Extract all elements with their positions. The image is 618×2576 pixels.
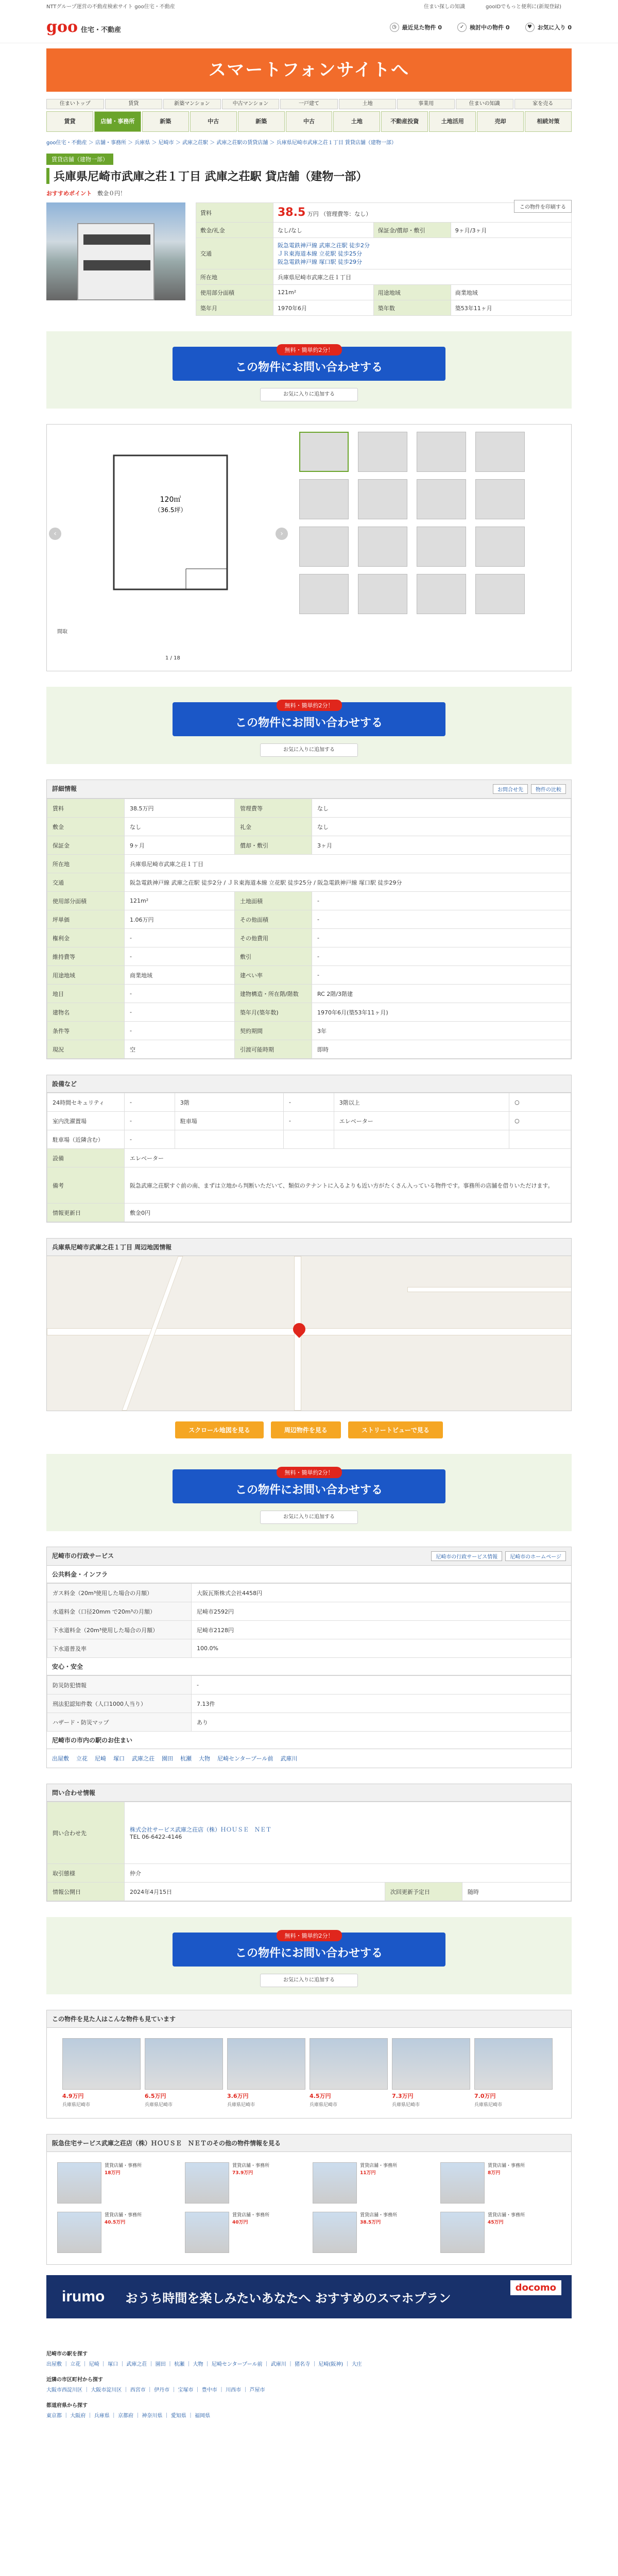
- nav-tab[interactable]: 賃貸: [105, 99, 163, 109]
- next-arrow-icon[interactable]: ›: [276, 528, 288, 540]
- page-title: 兵庫県尼崎市武庫之荘１丁目 武庫之荘駅 貸店舗（建物一部）: [46, 168, 572, 184]
- breadcrumb[interactable]: goo住宅・不動産 ＞ 店舗・事務所 ＞ 兵庫県 ＞ 尼崎市 ＞ 武庫之荘駅 ＞ 武庫之荘駅の賃貸店舗 ＞ 兵庫県尼崎市武庫之荘１丁目 賃貸店舗（建物一部）: [46, 140, 397, 146]
- station-link[interactable]: 大物: [199, 1755, 210, 1762]
- prev-arrow-icon[interactable]: ‹: [49, 528, 61, 540]
- service-row: 下水道料金（20m³使用した場合の月額） 尼崎市2128円: [47, 1621, 571, 1639]
- nav-tab[interactable]: 土地: [339, 99, 397, 109]
- nav-tab[interactable]: 中古マンション: [222, 99, 280, 109]
- header: [0, 11, 618, 43]
- cta-box-3: [46, 1454, 572, 1531]
- service-row: 水道料金（口径20mm で20m³の月額） 尼崎市2592円: [47, 1602, 571, 1621]
- gallery-thumbnail[interactable]: [358, 527, 407, 567]
- equipment-section: 設備など 24時間セキュリティ - 3階 - 3階以上 ○ 室内洗濯置場 - 駐車場 - エレベーター ○ 駐車場（近隣含む） - 設備 エレベーター 備考 阪急武庫之荘駅すぐ前の南、まずは立地から判断いただいて、類似のテナントに入るよりも近い方がたくさん入っている物件です。事務所の店舗を借りいただけます。 情報更新日 敷金0円: [46, 1075, 572, 1223]
- category-tab[interactable]: 売却: [477, 111, 524, 132]
- station-link[interactable]: 塚口: [113, 1755, 125, 1762]
- detail-row: 権利金 - その他費用 -: [47, 929, 571, 947]
- detail-row: 使用部分面積 121m² 土地面積 -: [47, 892, 571, 910]
- station-link[interactable]: 武庫川: [280, 1755, 298, 1762]
- detail-section: 詳細情報 お問合せ先 物件の比較 賃料 38.5万円 管理費等 なし 敷金 なし 礼金 なし 保証金 9ヶ月 償却・敷引 3ヶ月 所在地 兵庫県尼崎市武庫之荘１丁目 交通 阪急電鉄神戸線 武庫之荘駅 徒歩2分 / ＪＲ東海道本線 立花駅 徒歩25分 / 阪急電鉄神戸線 塚口駅 徒歩29分 使用部分面積 121m² 土地面積 - 坪単価 1.06万円 その他面積 - 権利金 - その他費用 - 維持費等 - 敷引 - 用途地域 商業地域 建ぺい率 - 地目 - 建物構造・所在階/階数 RC 2階/3階建 建物名 - 築年月(築年数) 1970年6月(築53年11ヶ月) 条件等 - 契約期間 3年 現況 空 引渡可能時期 即時: [46, 779, 572, 1059]
- irumo-ad[interactable]: irumo おうち時間を楽しみたいあなたへ おすすめのスマホプラン docomo: [46, 2275, 572, 2318]
- gallery-thumbnail[interactable]: [475, 527, 525, 567]
- station-link[interactable]: 杭瀬: [180, 1755, 192, 1762]
- map-buttons: [46, 1421, 572, 1438]
- check-icon: ✓: [457, 23, 467, 32]
- primary-nav: [46, 99, 572, 109]
- nearby-button[interactable]: 周辺物件を見る: [271, 1421, 341, 1438]
- gallery-thumbnail[interactable]: [475, 574, 525, 614]
- station-link[interactable]: 尼崎: [95, 1755, 106, 1762]
- footer-links: 尼崎市の駅を探す 出屋敷 ｜ 立花 ｜ 尼崎 ｜ 塚口 ｜ 武庫之荘 ｜ 園田 ｜ 杭瀬 ｜ 大物 ｜ 尼崎センタープール前 ｜ 武庫川 ｜ 猪名寺 ｜ 尼崎(阪神) ｜ 大庄 近隣の市区町村から探す 大阪市西淀川区 ｜ 大阪市淀川区 ｜ 西宮市 ｜ 伊丹市 ｜ 宝塚市 ｜ 豊中市 ｜ 川西市 ｜ 芦屋市 都道府県から探す 東京都 ｜ 大阪府 ｜ 兵庫県 ｜ 京都府 ｜ 神奈川県 ｜ 愛知県 ｜ 福岡県: [46, 2349, 572, 2421]
- listing-photo: [227, 2038, 305, 2090]
- service-row: ハザード・防災マップ あり: [47, 1713, 571, 1732]
- goo-logo[interactable]: goo 住宅・不動産: [46, 18, 122, 36]
- gallery-thumbnail[interactable]: [299, 432, 349, 472]
- listing-photo: [57, 2212, 101, 2253]
- listing-photo: [185, 2162, 229, 2204]
- topbar-text: NTTグループ運営の不動産検索サイト goo住宅・不動産: [46, 4, 175, 10]
- add-favorite-button[interactable]: お気に入りに追加する: [260, 1511, 358, 1524]
- gallery-thumbnail[interactable]: [299, 574, 349, 614]
- service-row: 刑法犯認知件数（人口1000人当り） 7.13件: [47, 1694, 571, 1713]
- inquiry-button[interactable]: 無料・簡単約2分！ この物件にお問い合わせする: [173, 1933, 445, 1967]
- knowledge-link[interactable]: 住まい探しの知識: [423, 4, 465, 10]
- considering-button[interactable]: ✓ 検討中の物件 0: [457, 23, 509, 32]
- category-nav: [46, 111, 572, 132]
- recommend-point: おすすめポイント 敷金０円！: [46, 190, 126, 197]
- gallery-thumbnail[interactable]: [358, 479, 407, 519]
- summary: [46, 202, 572, 316]
- nav-tab[interactable]: 家を売る: [514, 99, 572, 109]
- service-row: 防災防犯情報 -: [47, 1676, 571, 1694]
- other-listing-card[interactable]: 賃貸店舗・事務所 18万円: [57, 2162, 178, 2205]
- recommend-card[interactable]: 4.5万円 兵庫県尼崎市: [310, 2038, 388, 2108]
- category-tab[interactable]: 中古: [190, 111, 237, 132]
- gallery-thumbnail[interactable]: [417, 527, 466, 567]
- prefecture-links[interactable]: 東京都 ｜ 大阪府 ｜ 兵庫県 ｜ 京都府 ｜ 神奈川県 ｜ 愛知県 ｜ 福岡県: [46, 2413, 211, 2419]
- clock-icon: ◷: [390, 23, 399, 32]
- other-listing-card[interactable]: 賃貸店舗・事務所 11万円: [313, 2162, 433, 2205]
- station-link[interactable]: 園田: [162, 1755, 173, 1762]
- listing-photo: [185, 2212, 229, 2253]
- detail-row: 坪単価 1.06万円 その他面積 -: [47, 910, 571, 929]
- listing-photo: [313, 2162, 357, 2204]
- recommend-card[interactable]: 7.3万円 兵庫県尼崎市: [392, 2038, 470, 2108]
- cta-box-2: [46, 687, 572, 764]
- detail-row: 維持費等 - 敷引 -: [47, 947, 571, 966]
- category-tab[interactable]: 新築: [238, 111, 285, 132]
- detail-row: 保証金 9ヶ月 償却・敷引 3ヶ月: [47, 836, 571, 855]
- map-section: 兵庫県尼崎市武庫之荘１丁目 周辺地図情報: [46, 1238, 572, 1411]
- svg-text:120㎡: 120㎡: [160, 496, 181, 504]
- nav-tab[interactable]: 一戸建て: [280, 99, 338, 109]
- category-tab[interactable]: 賃貸: [46, 111, 93, 132]
- floorplan-image[interactable]: [57, 435, 279, 635]
- listing-photo: [440, 2212, 485, 2253]
- other-listing-card[interactable]: 賃貸店舗・事務所 8万円: [440, 2162, 561, 2205]
- favorites-button[interactable]: ♥ お気に入り 0: [525, 23, 572, 32]
- add-favorite-button[interactable]: お気に入りに追加する: [260, 1974, 358, 1987]
- recommend-card[interactable]: 7.0万円 兵庫県尼崎市: [474, 2038, 553, 2108]
- category-tab[interactable]: 中古: [286, 111, 333, 132]
- inquiry-button[interactable]: 無料・簡単約2分！ この物件にお問い合わせする: [173, 702, 445, 736]
- listing-photo: [313, 2212, 357, 2253]
- other-listing-card[interactable]: 賃貸店舗・事務所 38.5万円: [313, 2212, 433, 2254]
- recommend-card[interactable]: 6.5万円 兵庫県尼崎市: [145, 2038, 223, 2108]
- other-listing-card[interactable]: 賃貸店舗・事務所 73.9万円: [185, 2162, 305, 2205]
- detail-row: 地目 - 建物構造・所在階/階数 RC 2階/3階建: [47, 985, 571, 1003]
- compare-link[interactable]: 物件の比較: [531, 784, 566, 794]
- nearby-city-links[interactable]: 大阪市西淀川区 ｜ 大阪市淀川区 ｜ 西宮市 ｜ 伊丹市 ｜ 宝塚市 ｜ 豊中市 ｜ 川西市 ｜ 芦屋市: [46, 2387, 265, 2393]
- nav-tab[interactable]: 住まいの知識: [456, 99, 513, 109]
- detail-row: 用途地域 商業地域 建ぺい率 -: [47, 966, 571, 985]
- nav-tab[interactable]: 住まいトップ: [46, 99, 104, 109]
- detail-row: 条件等 - 契約期間 3年: [47, 1022, 571, 1040]
- gallery-thumbnail[interactable]: [299, 479, 349, 519]
- other-listing-card[interactable]: 賃貸店舗・事務所 40.5万円: [57, 2212, 178, 2254]
- listing-photo: [57, 2162, 101, 2204]
- summary-table: 賃料 38.5 万円 （管理費等：なし） 敷金/礼金 なし/なし 保証金/償却・敷引 9ヶ月/3ヶ月 交通 阪急電鉄神戸線 武庫之荘駅 徒歩2分 ＪＲ東海道本線 立花駅 徒歩25分 阪急電鉄神戸線 塚口駅 徒歩29分 所在地 兵庫県尼崎市武庫之荘１丁目 使用部分面積 121m² 用途地域 商業地域 築年月 1970年6月 築年数 築53年11ヶ月: [196, 202, 572, 316]
- inquiry-button[interactable]: 無料・簡単約2分！ この物件にお問い合わせする: [173, 1469, 445, 1503]
- category-tab[interactable]: 土地: [333, 111, 380, 132]
- type-chip: 賃貸店舗（建物一部）: [46, 154, 113, 165]
- other-listings-section: 阪急住宅サービス武庫之荘店（株）ＨＯＵＳＥ ＮＥＴのその他の物件情報を見る 賃貸店舗・事務所 18万円 賃貸店舗・事務所 73.9万円 賃貸店舗・事務所 11万円 賃貸店舗・事務所 8万円 賃貸店舗・事務所 40.5万円 賃貸店舗・事務所 40万円 賃貸店舗・事務所 38.5万円 賃貸店舗・事務所 45万円: [46, 2134, 572, 2265]
- other-listing-card[interactable]: 賃貸店舗・事務所 40万円: [185, 2212, 305, 2254]
- gallery-thumbnail[interactable]: [417, 479, 466, 519]
- station-link[interactable]: 出屋敷: [52, 1755, 69, 1762]
- topbar: [0, 0, 618, 11]
- listing-photo: [62, 2038, 141, 2090]
- print-button[interactable]: この物件を印刷する: [514, 200, 572, 213]
- contact-section: 問い合わせ情報 問い合わせ先 株式会社サービス武庫之荘店（株）ＨＯＵＳＥ ＮＥＴ TEL 06-6422-4146 取引態様 仲介 情報公開日 2024年4月15日 次回更新予定日 随時: [46, 1784, 572, 1902]
- nav-tab[interactable]: 新築マンション: [163, 99, 221, 109]
- smartphone-banner[interactable]: スマートフォンサイトへ: [46, 48, 572, 92]
- station-link[interactable]: 立花: [76, 1755, 88, 1762]
- gallery-thumbnail[interactable]: [358, 574, 407, 614]
- recommend-section: この物件を見た人はこんな物件も見ています 4.9万円 兵庫県尼崎市 6.5万円 兵庫県尼崎市 3.6万円 兵庫県尼崎市 4.5万円 兵庫県尼崎市 7.3万円 兵庫県尼崎市 7.0万円 兵庫県尼崎市: [46, 2010, 572, 2119]
- recommend-card[interactable]: 4.9万円 兵庫県尼崎市: [62, 2038, 141, 2108]
- gallery-thumbnail[interactable]: [299, 527, 349, 567]
- detail-row: 現況 空 引渡可能時期 即時: [47, 1040, 571, 1059]
- image-caption: 間取: [57, 629, 67, 635]
- listing-photo: [440, 2162, 485, 2204]
- gallery-thumbnail[interactable]: [475, 479, 525, 519]
- image-counter: 1 / 18: [165, 655, 180, 661]
- detail-row: 交通 阪急電鉄神戸線 武庫之荘駅 徒歩2分 / ＪＲ東海道本線 立花駅 徒歩25分 / 阪急電鉄神戸線 塚口駅 徒歩29分: [47, 873, 571, 892]
- listing-photo: [392, 2038, 470, 2090]
- detail-row: 所在地 兵庫県尼崎市武庫之荘１丁目: [47, 855, 571, 873]
- service-section: 尼崎市の行政サービス 尼崎市の行政サービス情報 尼崎市のホームページ 公共料金・インフラ ガス料金（20m³使用した場合の月額） 大阪瓦斯株式会社4458円 水道料金（口径20mm で20m³の月額） 尼崎市2592円 下水道料金（20m³使用した場合の月額） 尼崎市2128円 下水道普及率 100.0% 安心・安全 防災防犯情報 - 刑法犯認知件数（人口1000人当り） 7.13件 ハザード・防災マップ あり 尼崎市の市内の駅のお住まい 出屋敷 立花 尼崎 塚口 武庫之荘 園田 杭瀬 大物 尼崎センタープール前 武庫川: [46, 1547, 572, 1768]
- city-hp-link[interactable]: 尼崎市のホームページ: [505, 1551, 566, 1561]
- category-tab[interactable]: 土地活用: [429, 111, 476, 132]
- listing-photo: [145, 2038, 223, 2090]
- other-listing-card[interactable]: 賃貸店舗・事務所 45万円: [440, 2212, 561, 2254]
- category-tab[interactable]: 相続対策: [525, 111, 572, 132]
- building-photo[interactable]: [46, 202, 185, 300]
- gallery-thumbnail[interactable]: [417, 574, 466, 614]
- category-tab[interactable]: 不動産投資: [381, 111, 428, 132]
- scroll-map-button[interactable]: スクロール地図を見る: [175, 1421, 264, 1438]
- detail-row: 建物名 - 築年月(築年数) 1970年6月(築53年11ヶ月): [47, 1003, 571, 1022]
- category-tab[interactable]: 新築: [142, 111, 189, 132]
- listing-photo: [310, 2038, 388, 2090]
- cta-box-1: [46, 331, 572, 409]
- svg-text:（36.5坪）: （36.5坪）: [154, 506, 187, 514]
- gooid-link[interactable]: gooIDでもっと便利に(新規登録): [485, 4, 561, 10]
- contact-link[interactable]: お問合せ先: [493, 784, 528, 794]
- category-tab[interactable]: 店舗・事務所: [94, 111, 141, 132]
- station-links[interactable]: 出屋敷 ｜ 立花 ｜ 尼崎 ｜ 塚口 ｜ 武庫之荘 ｜ 園田 ｜ 杭瀬 ｜ 大物 ｜ 尼崎センタープール前 ｜ 武庫川 ｜ 猪名寺 ｜ 尼崎(阪神) ｜ 大庄: [46, 2362, 362, 2367]
- heart-icon: ♥: [525, 23, 535, 32]
- recent-button[interactable]: ◷ 最近見た物件 0: [390, 23, 442, 32]
- gallery-thumbnail[interactable]: [358, 432, 407, 472]
- service-row: 下水道普及率 100.0%: [47, 1639, 571, 1658]
- photo-gallery: [46, 424, 572, 671]
- inquiry-button[interactable]: 無料・簡単約2分！ この物件にお問い合わせする: [173, 347, 445, 381]
- detail-row: 敷金 なし 礼金 なし: [47, 818, 571, 836]
- cta-box-4: [46, 1917, 572, 1994]
- streetview-button[interactable]: ストリートビューで見る: [348, 1421, 443, 1438]
- gallery-thumbnail[interactable]: [475, 432, 525, 472]
- add-favorite-button[interactable]: お気に入りに追加する: [260, 388, 358, 401]
- station-link[interactable]: 武庫之荘: [132, 1755, 154, 1762]
- station-link[interactable]: 尼崎センタープール前: [217, 1755, 273, 1762]
- listing-photo: [474, 2038, 553, 2090]
- add-favorite-button[interactable]: お気に入りに追加する: [260, 743, 358, 757]
- recommend-card[interactable]: 3.6万円 兵庫県尼崎市: [227, 2038, 305, 2108]
- gallery-thumbnail[interactable]: [417, 432, 466, 472]
- detail-row: 賃料 38.5万円 管理費等 なし: [47, 799, 571, 818]
- nav-tab[interactable]: 事業用: [397, 99, 455, 109]
- service-row: ガス料金（20m³使用した場合の月額） 大阪瓦斯株式会社4458円: [47, 1584, 571, 1602]
- service-link[interactable]: 尼崎市の行政サービス情報: [431, 1551, 502, 1561]
- map[interactable]: [47, 1256, 571, 1411]
